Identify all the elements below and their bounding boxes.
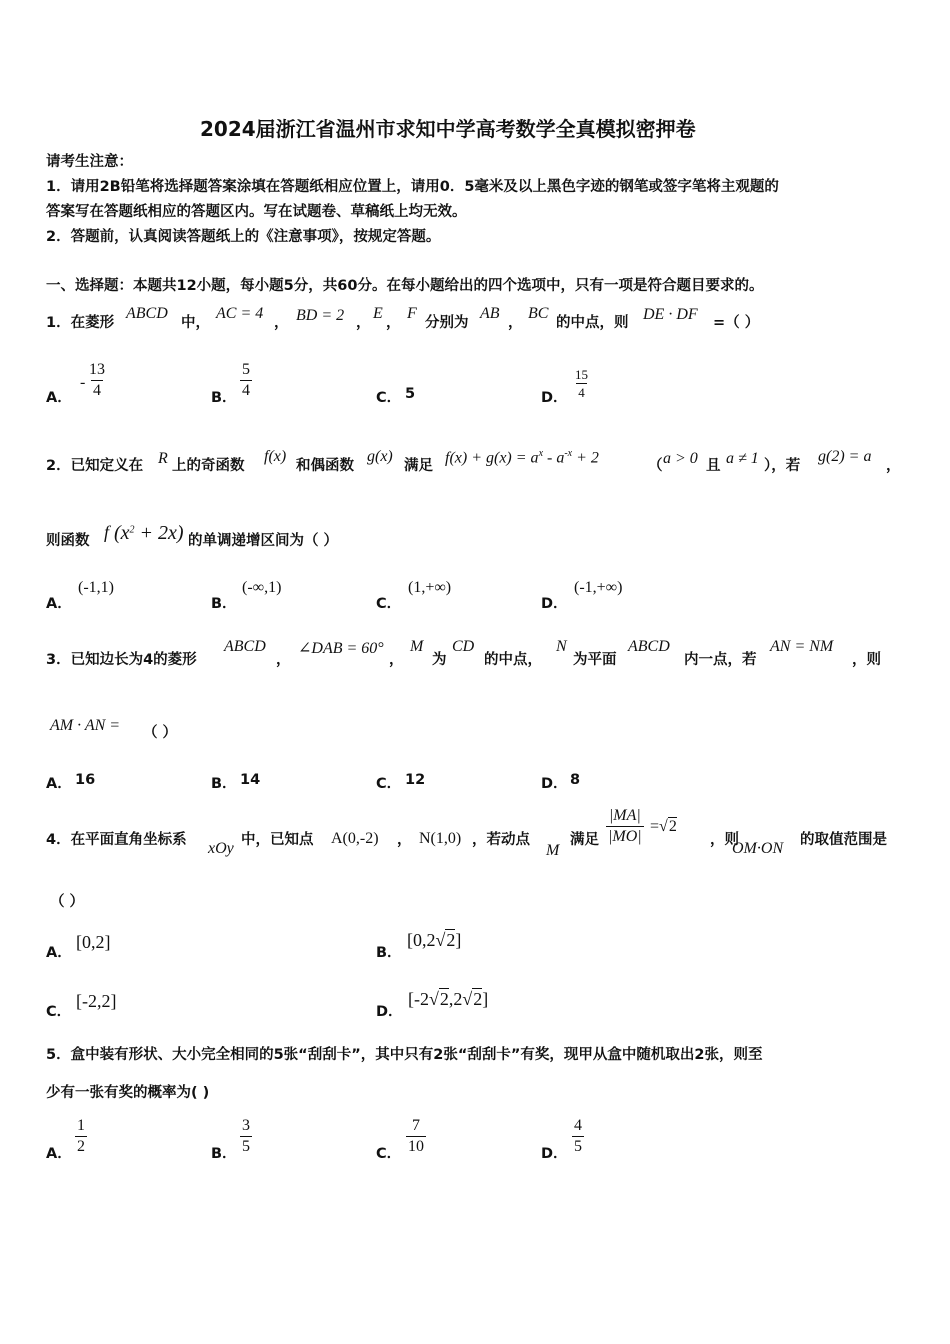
q1-math: BD = 2 bbox=[296, 307, 345, 324]
q1-option-a-sign: - bbox=[80, 374, 86, 391]
q4-option-d-label[interactable]: D． bbox=[376, 1004, 403, 1020]
q5-option-d-label[interactable]: D． bbox=[541, 1146, 568, 1162]
q1-option-b-label[interactable]: B． bbox=[211, 390, 237, 406]
q3-math: ∠DAB = 60° bbox=[298, 640, 384, 657]
q4-math: M bbox=[546, 842, 560, 859]
q2-math: g(x) bbox=[367, 448, 393, 465]
q2-option-d-label[interactable]: D． bbox=[541, 596, 568, 612]
q3-math: ABCD bbox=[224, 638, 266, 655]
section-heading: 一、选择题：本题共12小题，每小题5分，共60分。在每小题给出的四个选项中，只有一项是符合题目要求的。 bbox=[46, 278, 764, 294]
q3-text: ， bbox=[389, 652, 404, 668]
q2-option-a-value: (-1,1) bbox=[78, 579, 114, 596]
q5-option-d-fraction: $\frac{4}{5}$ bbox=[574, 1117, 582, 1155]
q4-option-d-value: [-2√2,2√2] bbox=[408, 989, 489, 1009]
q4-math: xOy bbox=[208, 840, 234, 857]
q2-option-b-value: (-∞,1) bbox=[242, 579, 282, 596]
q4-ratio-fraction: $\frac{|MA|}{|MO|}$ bbox=[608, 807, 642, 845]
q3-math: N bbox=[556, 638, 567, 655]
q4-option-b-label[interactable]: B． bbox=[376, 945, 402, 961]
q3-option-a-value: 16 bbox=[75, 772, 96, 788]
q4-math: A(0,-2) bbox=[331, 830, 379, 847]
q5-option-a-label[interactable]: A． bbox=[46, 1146, 72, 1162]
q3-text: 为平面 bbox=[573, 652, 617, 668]
q2-text: 2．已知定义在 bbox=[46, 458, 144, 474]
q4-text: ，若动点 bbox=[472, 832, 530, 848]
q4-math: OM·ON bbox=[732, 840, 784, 857]
q1-text: ， bbox=[386, 315, 401, 331]
q1-text: 分别为 bbox=[425, 315, 469, 331]
q2-text: ），若 bbox=[764, 458, 801, 474]
q1-option-d-fraction: $\frac{15}{4}$ bbox=[575, 367, 588, 400]
page-title: 2024届浙江省温州市求知中学高考数学全真模拟密押卷 bbox=[200, 117, 696, 141]
q3-math: AN = NM bbox=[770, 638, 834, 655]
q3-option-d-value: 8 bbox=[570, 772, 581, 788]
q2-option-a-label[interactable]: A． bbox=[46, 596, 72, 612]
q3-option-a-label[interactable]: A． bbox=[46, 776, 72, 792]
q4-option-c-value: [-2,2] bbox=[76, 991, 117, 1011]
q3-text: ， bbox=[276, 652, 291, 668]
q1-option-b-fraction: $\frac{5}{4}$ bbox=[242, 361, 250, 399]
q1-text: 中， bbox=[181, 315, 210, 331]
q4-text: ，则 bbox=[710, 832, 739, 848]
q3-text: （ ） bbox=[143, 725, 178, 741]
q2-text: 满足 bbox=[404, 458, 433, 474]
q1-text: 的中点，则 bbox=[556, 315, 629, 331]
q1-math: AB bbox=[480, 305, 500, 322]
q3-math: CD bbox=[452, 638, 475, 655]
q4-text: 满足 bbox=[570, 832, 599, 848]
q1-option-d-label[interactable]: D． bbox=[541, 390, 568, 406]
notice-heading: 请考生注意： bbox=[46, 154, 133, 170]
q3-option-b-value: 14 bbox=[240, 772, 261, 788]
q5-option-c-fraction: $\frac{7}{10}$ bbox=[408, 1117, 424, 1155]
q3-text: 为 bbox=[432, 652, 447, 668]
q4-option-c-label[interactable]: C． bbox=[46, 1004, 72, 1020]
q4-option-a-label[interactable]: A． bbox=[46, 945, 72, 961]
q1-option-c-label[interactable]: C． bbox=[376, 390, 402, 406]
q4-math: =√2 bbox=[650, 818, 677, 835]
q1-math: BC bbox=[528, 305, 549, 322]
q4-text: （ ） bbox=[50, 894, 85, 910]
q1-math: AC = 4 bbox=[216, 305, 264, 322]
q1-option-c-value: 5 bbox=[405, 386, 416, 402]
q1-text: 1．在菱形 bbox=[46, 315, 115, 331]
q1-option-a-fraction: $\frac{13}{4}$ bbox=[89, 361, 105, 399]
q1-text: ， bbox=[274, 315, 289, 331]
q4-option-a-value: [0,2] bbox=[76, 932, 111, 952]
q1-option-a-label[interactable]: A． bbox=[46, 390, 72, 406]
q5-option-b-fraction: $\frac{3}{5}$ bbox=[242, 1117, 250, 1155]
q2-text: 且 bbox=[706, 458, 721, 474]
q2-math: f(x) bbox=[264, 448, 287, 465]
notice-line-3: 2．答题前，认真阅读答题纸上的《注意事项》，按规定答题。 bbox=[46, 229, 441, 245]
q1-math: F bbox=[407, 305, 417, 322]
q2-text: 的单调递增区间为（ ） bbox=[188, 533, 339, 549]
q3-text: 内一点，若 bbox=[684, 652, 757, 668]
q3-text: 3．已知边长为4的菱形 bbox=[46, 652, 197, 668]
q1-text: =（ ） bbox=[713, 315, 760, 331]
notice-line-1: 1．请用2B铅笔将选择题答案涂填在答题纸相应位置上，请用0．5毫米及以上黑色字迹的钢笔或签字笔将主观题的 bbox=[46, 179, 779, 195]
q3-math: M bbox=[410, 638, 424, 655]
q1-text: ， bbox=[508, 315, 523, 331]
q1-math: E bbox=[373, 305, 383, 322]
q2-option-c-value: (1,+∞) bbox=[408, 579, 452, 596]
q2-math: $(x^2 + 2x)$ bbox=[114, 522, 184, 544]
q2-math: a ≠ 1 bbox=[726, 450, 759, 467]
q3-text: ，则 bbox=[852, 652, 881, 668]
q2-text: ， bbox=[886, 458, 901, 474]
q4-text: ， bbox=[397, 832, 412, 848]
q4-option-b-value: [0,2√2] bbox=[407, 930, 462, 950]
q5-line-1: 5．盒中装有形状、大小完全相同的5张“刮刮卡”，其中只有2张“刮刮卡”有奖，现甲从盒中随机取出2张，则至 bbox=[46, 1047, 763, 1063]
q3-option-c-value: 12 bbox=[405, 772, 426, 788]
q3-math: ABCD bbox=[628, 638, 670, 655]
q3-text: 的中点， bbox=[484, 652, 542, 668]
q4-text: 4．在平面直角坐标系 bbox=[46, 832, 187, 848]
q2-text: （ bbox=[648, 458, 663, 474]
q1-math: DE · DF bbox=[643, 306, 698, 323]
q3-math: AM · AN = bbox=[50, 717, 121, 734]
q2-option-c-label[interactable]: C． bbox=[376, 596, 402, 612]
notice-line-2: 答案写在答题纸相应的答题区内。写在试题卷、草稿纸上均无效。 bbox=[46, 204, 467, 220]
q5-option-b-label[interactable]: B． bbox=[211, 1146, 237, 1162]
q1-text: ， bbox=[356, 315, 371, 331]
q5-option-a-fraction: $\frac{1}{2}$ bbox=[77, 1117, 85, 1155]
q4-math: N(1,0) bbox=[419, 830, 462, 847]
q2-text: 和偶函数 bbox=[296, 458, 354, 474]
q2-text: 则函数 bbox=[46, 533, 90, 549]
q2-math: f bbox=[104, 522, 110, 542]
q2-math: a > 0 bbox=[663, 450, 698, 467]
q4-text: 的取值范围是 bbox=[800, 832, 887, 848]
q1-math: ABCD bbox=[126, 305, 168, 322]
q3-option-b-label[interactable]: B． bbox=[211, 776, 237, 792]
q5-option-c-label[interactable]: C． bbox=[376, 1146, 402, 1162]
q3-option-c-label[interactable]: C． bbox=[376, 776, 402, 792]
q2-text: 上的奇函数 bbox=[172, 458, 245, 474]
q2-option-d-value: (-1,+∞) bbox=[574, 579, 623, 596]
q2-option-b-label[interactable]: B． bbox=[211, 596, 237, 612]
q4-text: 中，已知点 bbox=[241, 832, 314, 848]
q2-math: $f(x) + g(x) = a^x - a^{-x} + 2$ bbox=[445, 448, 599, 467]
q2-math: g(2) = a bbox=[818, 448, 872, 465]
q5-line-2: 少有一张有奖的概率为( ) bbox=[46, 1085, 210, 1101]
q2-math: R bbox=[158, 450, 168, 467]
q3-option-d-label[interactable]: D． bbox=[541, 776, 568, 792]
